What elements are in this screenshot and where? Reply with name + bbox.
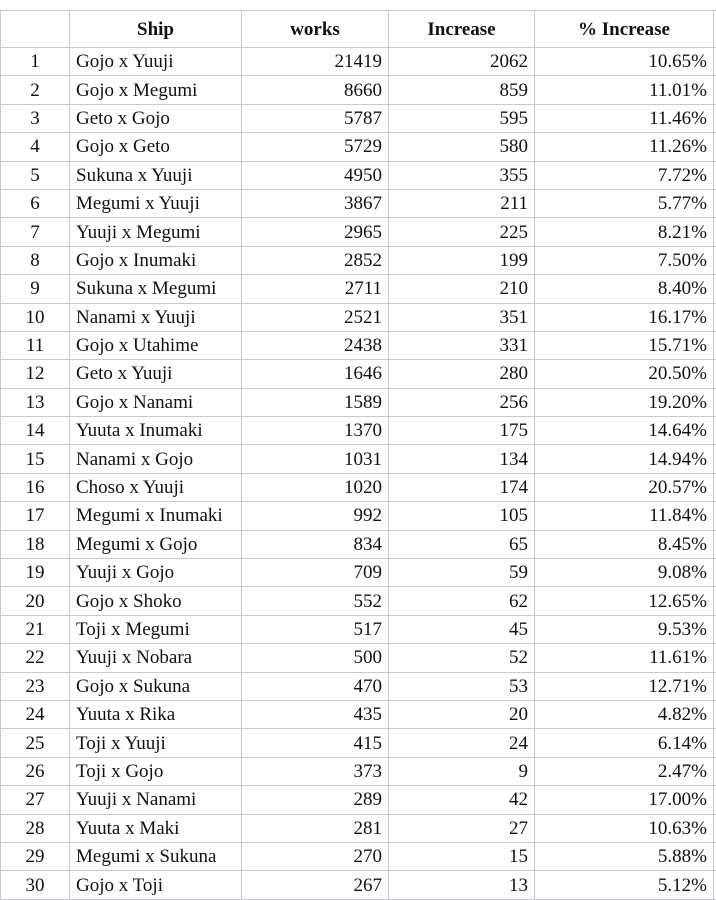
works-count-cell[interactable]: 281 xyxy=(242,814,389,842)
percent-increase-cell[interactable]: 8.40% xyxy=(535,275,714,303)
works-count-cell[interactable]: 3867 xyxy=(242,189,389,217)
ship-name-cell[interactable]: Choso x Yuuji xyxy=(70,473,242,501)
row-index-cell[interactable]: 30 xyxy=(1,871,70,899)
ship-name-cell[interactable]: Yuuji x Nanami xyxy=(70,786,242,814)
row-index-cell[interactable]: 18 xyxy=(1,530,70,558)
table-row xyxy=(1,104,716,132)
increase-cell[interactable]: 24 xyxy=(389,729,535,757)
row-index-cell[interactable]: 15 xyxy=(1,445,70,473)
percent-increase-cell[interactable]: 5.88% xyxy=(535,842,714,870)
header-ship[interactable]: Ship xyxy=(70,11,242,48)
increase-cell[interactable]: 595 xyxy=(389,104,535,132)
ship-name-cell[interactable]: Gojo x Toji xyxy=(70,871,242,899)
percent-increase-cell[interactable]: 14.94% xyxy=(535,445,714,473)
works-count-cell[interactable]: 373 xyxy=(242,757,389,785)
ship-name-cell[interactable]: Yuuji x Gojo xyxy=(70,559,242,587)
works-count-cell[interactable]: 2521 xyxy=(242,303,389,331)
ship-name-cell[interactable]: Yuuta x Rika xyxy=(70,700,242,728)
ship-name-cell[interactable]: Gojo x Yuuji xyxy=(70,48,242,76)
increase-cell[interactable]: 42 xyxy=(389,786,535,814)
ship-name-cell[interactable]: Nanami x Gojo xyxy=(70,445,242,473)
table-row xyxy=(1,303,716,331)
ship-name-cell[interactable]: Geto x Gojo xyxy=(70,104,242,132)
percent-increase-cell[interactable]: 20.50% xyxy=(535,360,714,388)
table-row xyxy=(1,672,716,700)
ship-name-cell[interactable]: Sukuna x Yuuji xyxy=(70,161,242,189)
row-index-cell[interactable]: 21 xyxy=(1,615,70,643)
ship-name-cell[interactable]: Yuuta x Inumaki xyxy=(70,417,242,445)
table-row xyxy=(1,360,716,388)
table-row xyxy=(1,842,716,870)
increase-cell[interactable]: 13 xyxy=(389,871,535,899)
ship-name-cell[interactable]: Yuuji x Nobara xyxy=(70,644,242,672)
percent-increase-cell[interactable]: 9.08% xyxy=(535,559,714,587)
ship-name-cell[interactable]: Gojo x Shoko xyxy=(70,587,242,615)
percent-increase-cell[interactable]: 12.71% xyxy=(535,672,714,700)
percent-increase-cell[interactable]: 2.47% xyxy=(535,757,714,785)
works-count-cell[interactable]: 2852 xyxy=(242,246,389,274)
increase-cell[interactable]: 53 xyxy=(389,672,535,700)
row-index-cell[interactable]: 7 xyxy=(1,218,70,246)
ship-name-cell[interactable]: Yuuta x Maki xyxy=(70,814,242,842)
increase-cell[interactable]: 580 xyxy=(389,133,535,161)
header-increase[interactable]: Increase xyxy=(389,11,535,48)
works-count-cell[interactable]: 270 xyxy=(242,842,389,870)
increase-cell[interactable]: 27 xyxy=(389,814,535,842)
header-works[interactable]: works xyxy=(242,11,389,48)
percent-increase-cell[interactable]: 11.46% xyxy=(535,104,714,132)
increase-cell[interactable]: 175 xyxy=(389,417,535,445)
table-row xyxy=(1,48,716,76)
works-count-cell[interactable]: 4950 xyxy=(242,161,389,189)
increase-cell[interactable]: 134 xyxy=(389,445,535,473)
percent-increase-cell[interactable]: 11.26% xyxy=(535,133,714,161)
table-row xyxy=(1,786,716,814)
works-count-cell[interactable]: 5729 xyxy=(242,133,389,161)
increase-cell[interactable]: 15 xyxy=(389,842,535,870)
increase-cell[interactable]: 2062 xyxy=(389,48,535,76)
ship-name-cell[interactable]: Gojo x Nanami xyxy=(70,388,242,416)
table-row xyxy=(1,473,716,501)
row-index-cell[interactable]: 23 xyxy=(1,672,70,700)
ship-name-cell[interactable]: Gojo x Utahime xyxy=(70,331,242,359)
percent-increase-cell[interactable]: 8.21% xyxy=(535,218,714,246)
increase-cell[interactable]: 105 xyxy=(389,502,535,530)
table-row xyxy=(1,76,716,104)
percent-increase-cell[interactable]: 7.72% xyxy=(535,161,714,189)
ship-name-cell[interactable]: Gojo x Geto xyxy=(70,133,242,161)
row-index-cell[interactable]: 24 xyxy=(1,700,70,728)
percent-increase-cell[interactable]: 11.01% xyxy=(535,76,714,104)
row-index-cell[interactable]: 12 xyxy=(1,360,70,388)
ship-name-cell[interactable]: Gojo x Sukuna xyxy=(70,672,242,700)
increase-cell[interactable]: 59 xyxy=(389,559,535,587)
header-row xyxy=(1,11,716,48)
ship-name-cell[interactable]: Megumi x Inumaki xyxy=(70,502,242,530)
increase-cell[interactable]: 331 xyxy=(389,331,535,359)
works-count-cell[interactable]: 470 xyxy=(242,672,389,700)
percent-increase-cell[interactable]: 9.53% xyxy=(535,615,714,643)
table-row xyxy=(1,189,716,217)
increase-cell[interactable]: 225 xyxy=(389,218,535,246)
row-index-cell[interactable]: 22 xyxy=(1,644,70,672)
percent-increase-cell[interactable]: 19.20% xyxy=(535,388,714,416)
increase-cell[interactable]: 351 xyxy=(389,303,535,331)
row-index-cell[interactable]: 19 xyxy=(1,559,70,587)
row-index-cell[interactable]: 20 xyxy=(1,587,70,615)
table-row xyxy=(1,530,716,558)
ship-name-cell[interactable]: Toji x Gojo xyxy=(70,757,242,785)
works-count-cell[interactable]: 21419 xyxy=(242,48,389,76)
works-count-cell[interactable]: 517 xyxy=(242,615,389,643)
row-index-cell[interactable]: 2 xyxy=(1,76,70,104)
table-row xyxy=(1,814,716,842)
increase-cell[interactable]: 859 xyxy=(389,76,535,104)
row-index-cell[interactable]: 4 xyxy=(1,133,70,161)
ship-name-cell[interactable]: Toji x Yuuji xyxy=(70,729,242,757)
works-count-cell[interactable]: 415 xyxy=(242,729,389,757)
row-index-cell[interactable]: 3 xyxy=(1,104,70,132)
percent-increase-cell[interactable]: 14.64% xyxy=(535,417,714,445)
table-row xyxy=(1,502,716,530)
row-index-cell[interactable]: 11 xyxy=(1,331,70,359)
works-count-cell[interactable]: 5787 xyxy=(242,104,389,132)
row-index-cell[interactable]: 16 xyxy=(1,473,70,501)
works-count-cell[interactable]: 1646 xyxy=(242,360,389,388)
ship-name-cell[interactable]: Yuuji x Megumi xyxy=(70,218,242,246)
increase-cell[interactable]: 210 xyxy=(389,275,535,303)
table-row xyxy=(1,246,716,274)
works-count-cell[interactable]: 1370 xyxy=(242,417,389,445)
table-row xyxy=(1,559,716,587)
row-index-cell[interactable]: 1 xyxy=(1,48,70,76)
row-index-cell[interactable]: 28 xyxy=(1,814,70,842)
ship-name-cell[interactable]: Toji x Megumi xyxy=(70,615,242,643)
increase-cell[interactable]: 256 xyxy=(389,388,535,416)
row-index-cell[interactable]: 10 xyxy=(1,303,70,331)
ship-name-cell[interactable]: Megumi x Gojo xyxy=(70,530,242,558)
table-row xyxy=(1,729,716,757)
table-row xyxy=(1,615,716,643)
increase-cell[interactable]: 9 xyxy=(389,757,535,785)
ship-stats-table xyxy=(0,10,716,900)
row-index-cell[interactable]: 6 xyxy=(1,189,70,217)
percent-increase-cell[interactable]: 7.50% xyxy=(535,246,714,274)
row-index-cell[interactable]: 27 xyxy=(1,786,70,814)
percent-increase-cell[interactable]: 8.45% xyxy=(535,530,714,558)
ship-name-cell[interactable]: Gojo x Megumi xyxy=(70,76,242,104)
works-count-cell[interactable]: 709 xyxy=(242,559,389,587)
works-count-cell[interactable]: 1020 xyxy=(242,473,389,501)
header-pct-increase[interactable]: % Increase xyxy=(535,11,714,48)
header-index[interactable] xyxy=(1,11,70,48)
percent-increase-cell[interactable]: 10.63% xyxy=(535,814,714,842)
increase-cell[interactable]: 280 xyxy=(389,360,535,388)
increase-cell[interactable]: 62 xyxy=(389,587,535,615)
row-index-cell[interactable]: 13 xyxy=(1,388,70,416)
row-index-cell[interactable]: 8 xyxy=(1,246,70,274)
percent-increase-cell[interactable]: 5.12% xyxy=(535,871,714,899)
percent-increase-cell[interactable]: 10.65% xyxy=(535,48,714,76)
percent-increase-cell[interactable]: 11.84% xyxy=(535,502,714,530)
percent-increase-cell[interactable]: 17.00% xyxy=(535,786,714,814)
row-index-cell[interactable]: 5 xyxy=(1,161,70,189)
table-row xyxy=(1,161,716,189)
table-row xyxy=(1,871,716,899)
table-row xyxy=(1,757,716,785)
increase-cell[interactable]: 65 xyxy=(389,530,535,558)
increase-cell[interactable]: 52 xyxy=(389,644,535,672)
percent-increase-cell[interactable]: 20.57% xyxy=(535,473,714,501)
works-count-cell[interactable]: 289 xyxy=(242,786,389,814)
row-index-cell[interactable]: 17 xyxy=(1,502,70,530)
works-count-cell[interactable]: 552 xyxy=(242,587,389,615)
percent-increase-cell[interactable]: 5.77% xyxy=(535,189,714,217)
ship-name-cell[interactable]: Megumi x Sukuna xyxy=(70,842,242,870)
works-count-cell[interactable]: 2711 xyxy=(242,275,389,303)
table-row xyxy=(1,445,716,473)
works-count-cell[interactable]: 500 xyxy=(242,644,389,672)
increase-cell[interactable]: 199 xyxy=(389,246,535,274)
table-row xyxy=(1,275,716,303)
row-index-cell[interactable]: 26 xyxy=(1,757,70,785)
percent-increase-cell[interactable]: 6.14% xyxy=(535,729,714,757)
works-count-cell[interactable]: 1031 xyxy=(242,445,389,473)
ship-name-cell[interactable]: Sukuna x Megumi xyxy=(70,275,242,303)
works-count-cell[interactable]: 834 xyxy=(242,530,389,558)
increase-cell[interactable]: 20 xyxy=(389,700,535,728)
table-row xyxy=(1,417,716,445)
works-count-cell[interactable]: 8660 xyxy=(242,76,389,104)
increase-cell[interactable]: 174 xyxy=(389,473,535,501)
works-count-cell[interactable]: 992 xyxy=(242,502,389,530)
table-row xyxy=(1,587,716,615)
increase-cell[interactable]: 211 xyxy=(389,189,535,217)
percent-increase-cell[interactable]: 12.65% xyxy=(535,587,714,615)
row-index-cell[interactable]: 9 xyxy=(1,275,70,303)
ship-name-cell[interactable]: Megumi x Yuuji xyxy=(70,189,242,217)
increase-cell[interactable]: 355 xyxy=(389,161,535,189)
works-count-cell[interactable]: 1589 xyxy=(242,388,389,416)
table-row xyxy=(1,133,716,161)
row-index-cell[interactable]: 25 xyxy=(1,729,70,757)
table-row xyxy=(1,218,716,246)
table-row xyxy=(1,644,716,672)
ship-name-cell[interactable]: Nanami x Yuuji xyxy=(70,303,242,331)
works-count-cell[interactable]: 435 xyxy=(242,700,389,728)
ship-name-cell[interactable]: Geto x Yuuji xyxy=(70,360,242,388)
works-count-cell[interactable]: 267 xyxy=(242,871,389,899)
percent-increase-cell[interactable]: 4.82% xyxy=(535,700,714,728)
percent-increase-cell[interactable]: 16.17% xyxy=(535,303,714,331)
increase-cell[interactable]: 45 xyxy=(389,615,535,643)
ship-name-cell[interactable]: Gojo x Inumaki xyxy=(70,246,242,274)
table-row xyxy=(1,388,716,416)
row-index-cell[interactable]: 14 xyxy=(1,417,70,445)
percent-increase-cell[interactable]: 15.71% xyxy=(535,331,714,359)
percent-increase-cell[interactable]: 11.61% xyxy=(535,644,714,672)
works-count-cell[interactable]: 2438 xyxy=(242,331,389,359)
row-index-cell[interactable]: 29 xyxy=(1,842,70,870)
table-row xyxy=(1,700,716,728)
table-row xyxy=(1,331,716,359)
works-count-cell[interactable]: 2965 xyxy=(242,218,389,246)
